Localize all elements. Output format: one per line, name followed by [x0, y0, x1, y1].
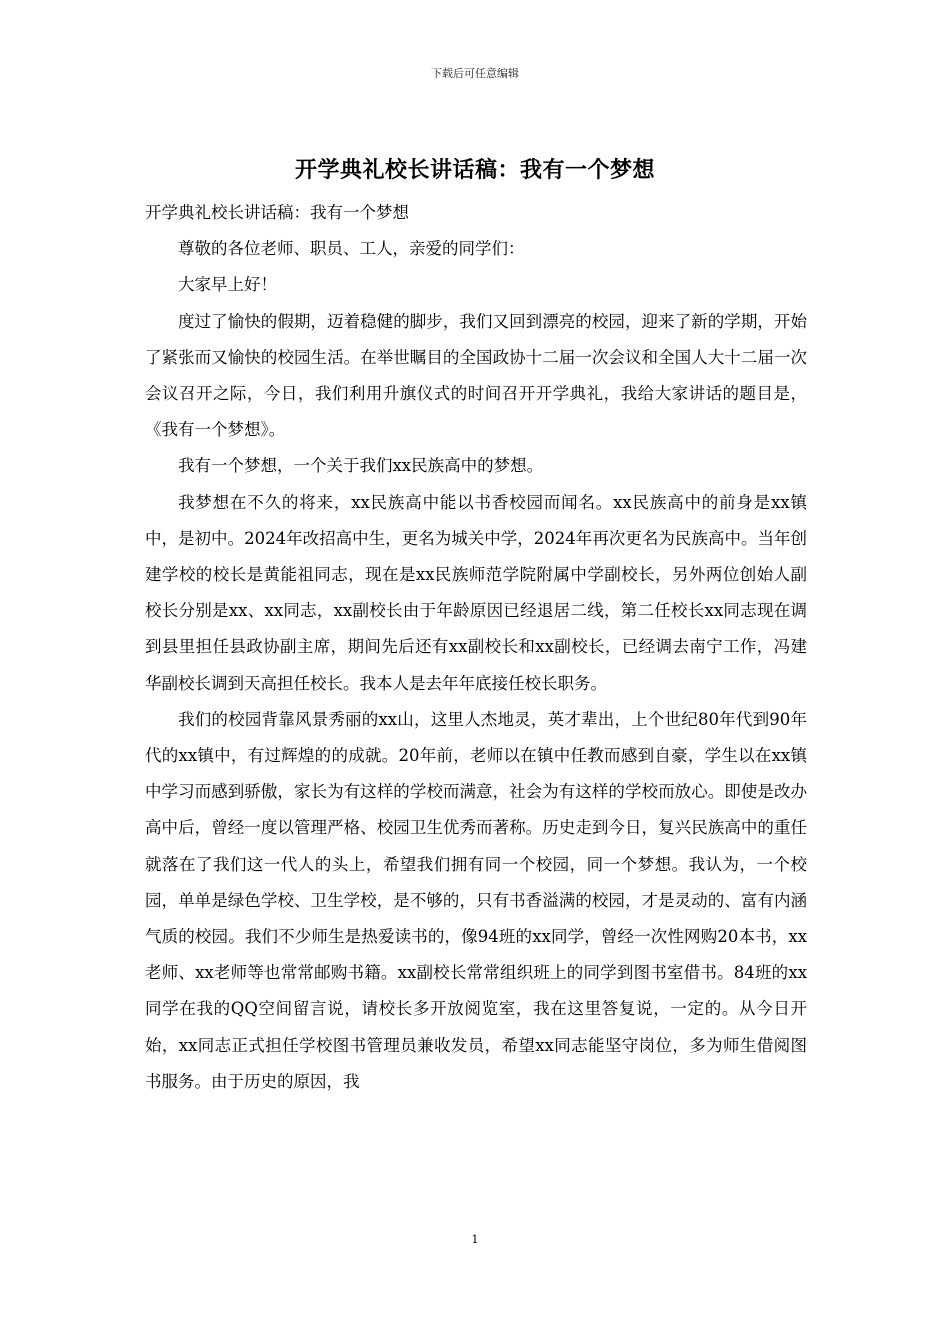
document-body	[145, 195, 807, 1100]
paragraph: 度过了愉快的假期，迈着稳健的脚步，我们又回到漂亮的校园，迎来了新的学期，开始了紧张而又愉快的校园生活。在举世瞩目的全国政协十二届一次会议和全国人大十二届一次会议召开之际，今日，我们利用升旗仪式的时间召开开学典礼，我给大家讲话的题目是，《我有一个梦想》。	[145, 311, 807, 440]
salutation: 尊敬的各位老师、职员、工人，亲爱的同学们：	[178, 239, 525, 259]
greeting: 大家早上好！	[178, 275, 277, 295]
paragraph: 我梦想在不久的将来，xx民族高中能以书香校园而闻名。xx民族高中的前身是xx镇中，是初中。2024年改招高中生，更名为城关中学，2024年再次更名为民族高中。当年创建学校的校长是黄能祖同志，现在是xx民族师范学院附属中学副校长，另外两位创始人副校长分别是xx、xx同志，xx副校长由于年龄原因已经退居二线，第二任校长xx同志现在调到县里担任县政协副主席，期间先后还有xx副校长和xx副校长，已经调去南宁工作，冯建华副校长调到天高担任校长。我本人是去年年底接任校长职务。	[145, 492, 807, 693]
page-number: 1	[471, 1233, 479, 1246]
header-note: 下载后可任意编辑	[431, 67, 519, 80]
document-title: 开学典礼校长讲话稿：我有一个梦想	[294, 157, 655, 183]
paragraph: 我们的校园背靠风景秀丽的xx山，这里人杰地灵，英才辈出，上个世纪80年代到90年代的xx镇中，有过辉煌的的成就。20年前，老师以在镇中任教而感到自豪，学生以在xx镇中学习而感到骄傲，家长为有这样的学校而满意，社会为有这样的学校而放心。即使是改办高中后，曾经一度以管理严格、校园卫生优秀而著称。历史走到今日，复兴民族高中的重任就落在了我们这一代人的头上，希望我们拥有同一个校园，同一个梦想。我认为，一个校园，单单是绿色学校、卫生学校，是不够的，只有书香溢满的校园，才是灵动的、富有内涵气质的校园。我们不少师生是热爱读书的，像94班的xx同学，曾经一次性网购20本书，xx老师、xx老师等也常常邮购书籍。xx副校长常常组织班上的同学到图书室借书。84班的xx同学在我的QQ空间留言说，请校长多开放阅览室，我在这里答复说，一定的。从今日开始，xx同志正式担任学校图书管理员兼收发员，希望xx同志能坚守岗位，多为师生借阅图书服务。由于历史的原因，我	[145, 709, 807, 1091]
subtitle-line: 开学典礼校长讲话稿：我有一个梦想	[145, 203, 409, 222]
paragraph: 我有一个梦想，一个关于我们xx民族高中的梦想。	[178, 456, 544, 476]
